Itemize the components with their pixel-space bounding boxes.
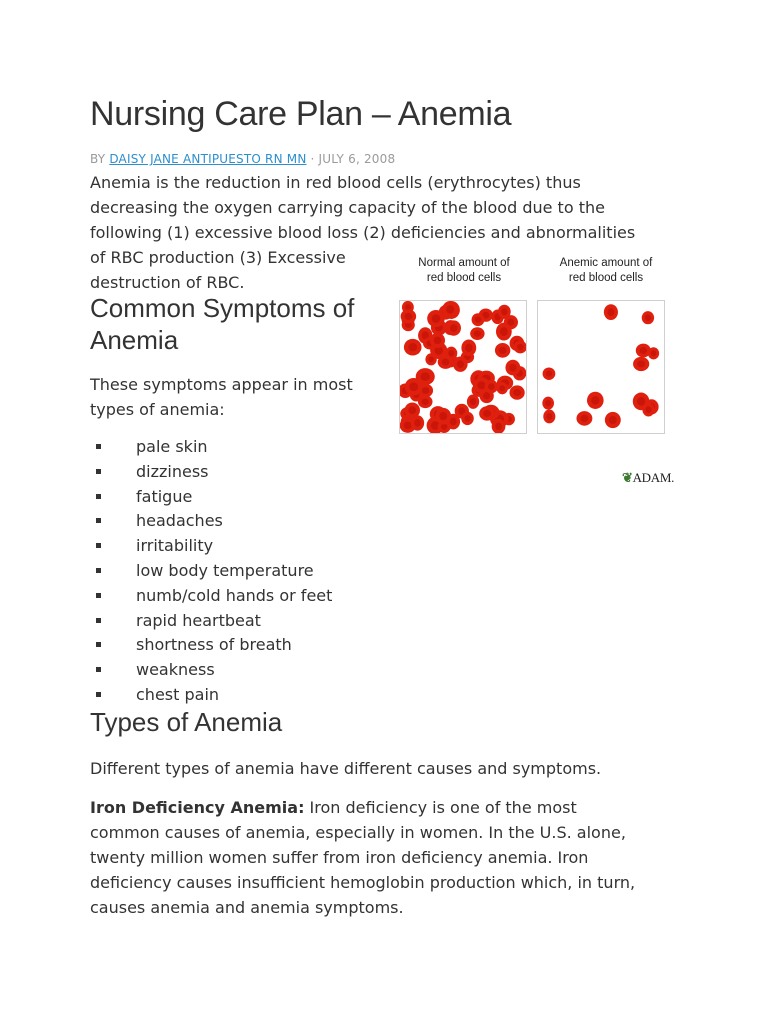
red-blood-cells-figure	[396, 254, 686, 494]
red-blood-cell	[497, 382, 508, 394]
normal-cells-caption: Normal amount of red blood cells	[418, 257, 510, 284]
list-item: pale skin	[90, 435, 332, 460]
leaf-icon: ❦	[622, 470, 633, 485]
bullet-icon	[96, 568, 101, 573]
red-blood-cell	[642, 311, 654, 324]
red-blood-cell	[505, 360, 520, 376]
red-blood-cell	[461, 339, 476, 356]
red-blood-cell	[470, 327, 484, 340]
intro-line: decreasing the oxygen carrying capacity of the blood due to the	[90, 198, 605, 217]
anemic-cells-image	[537, 300, 665, 434]
byline-separator: ·	[310, 152, 315, 166]
bullet-icon	[96, 593, 101, 598]
intro-line: destruction of RBC.	[90, 273, 245, 292]
red-blood-cell	[605, 412, 621, 428]
bullet-icon	[96, 543, 101, 548]
list-item: numb/cold hands or feet	[90, 584, 332, 609]
byline-by: BY	[90, 152, 106, 166]
list-item: dizziness	[90, 460, 332, 485]
red-blood-cell	[496, 323, 512, 341]
bullet-icon	[96, 518, 101, 523]
types-intro: Different types of anemia have different causes and symptoms.	[90, 759, 602, 778]
red-blood-cell	[514, 341, 527, 354]
list-item: fatigue	[90, 485, 332, 510]
list-item: shortness of breath	[90, 633, 332, 658]
red-blood-cell	[467, 394, 479, 408]
adam-logo: ❦ADAM.	[622, 470, 675, 485]
bullet-icon	[96, 667, 101, 672]
list-item: headaches	[90, 509, 332, 534]
red-blood-cell	[576, 411, 592, 426]
red-blood-cell	[442, 301, 458, 318]
red-blood-cell	[542, 397, 554, 410]
red-blood-cell	[642, 403, 654, 417]
red-blood-cell	[543, 410, 555, 424]
bullet-icon	[96, 642, 101, 647]
list-item: weakness	[90, 658, 332, 683]
red-blood-cell	[446, 320, 461, 335]
post-date: JULY 6, 2008	[318, 152, 396, 166]
red-blood-cell	[472, 313, 485, 326]
red-blood-cell	[587, 392, 604, 409]
intro-line: of RBC production (3) Excessive	[90, 248, 346, 267]
red-blood-cell	[633, 357, 649, 371]
list-item: low body temperature	[90, 559, 332, 584]
red-blood-cell	[405, 402, 420, 418]
page-title: Nursing Care Plan – Anemia	[90, 95, 512, 133]
red-blood-cell	[479, 406, 495, 420]
iron-deficiency-paragraph: Iron Deficiency Anemia: Iron deficiency is one of the most common causes of anemia, especially in women. In the U.S. alone, twenty million women suffer from iron deficiency anemia. Iron deficiency causes insufficient hemoglobin production which, in turn, causes anemia and anemia symptoms.	[90, 798, 636, 917]
author-link[interactable]: DAISY JANE ANTIPUESTO RN MN	[109, 152, 307, 166]
list-item: rapid heartbeat	[90, 609, 332, 634]
intro-line: following (1) excessive blood loss (2) deficiencies and abnormalities	[90, 223, 636, 242]
symptoms-list	[90, 435, 332, 708]
red-blood-cell	[430, 333, 445, 348]
symptoms-heading: Common Symptoms of Anemia	[90, 293, 355, 355]
red-blood-cell	[427, 310, 445, 327]
bullet-icon	[96, 618, 101, 623]
red-blood-cell	[495, 343, 510, 358]
anemic-cells-caption: Anemic amount of red blood cells	[559, 257, 653, 284]
red-blood-cell	[604, 304, 618, 320]
bullet-icon	[96, 692, 101, 697]
list-item: chest pain	[90, 683, 332, 708]
red-blood-cell	[648, 347, 659, 359]
red-blood-cell	[461, 412, 474, 425]
iron-deficiency-label: Iron Deficiency Anemia:	[90, 798, 305, 817]
red-blood-cell	[418, 395, 433, 408]
red-blood-cell	[404, 339, 422, 356]
red-blood-cell	[509, 385, 524, 399]
red-blood-cell	[401, 309, 417, 323]
bullet-icon	[96, 494, 101, 499]
red-blood-cell	[453, 356, 468, 371]
list-item: irritability	[90, 534, 332, 559]
red-blood-cell	[543, 367, 556, 379]
symptoms-intro: These symptoms appear in most types of anemia:	[90, 375, 353, 419]
red-blood-cell	[498, 305, 511, 319]
red-blood-cell	[438, 355, 454, 369]
types-heading: Types of Anemia	[90, 707, 283, 737]
bullet-icon	[96, 444, 101, 449]
byline	[90, 150, 395, 168]
intro-line: Anemia is the reduction in red blood cells (erythrocytes) thus	[90, 173, 581, 192]
red-blood-cell	[435, 408, 451, 425]
normal-cells-image	[399, 300, 527, 434]
red-blood-cell	[492, 419, 506, 434]
bullet-icon	[96, 469, 101, 474]
red-blood-cell	[485, 380, 499, 393]
red-blood-cell	[405, 378, 423, 395]
